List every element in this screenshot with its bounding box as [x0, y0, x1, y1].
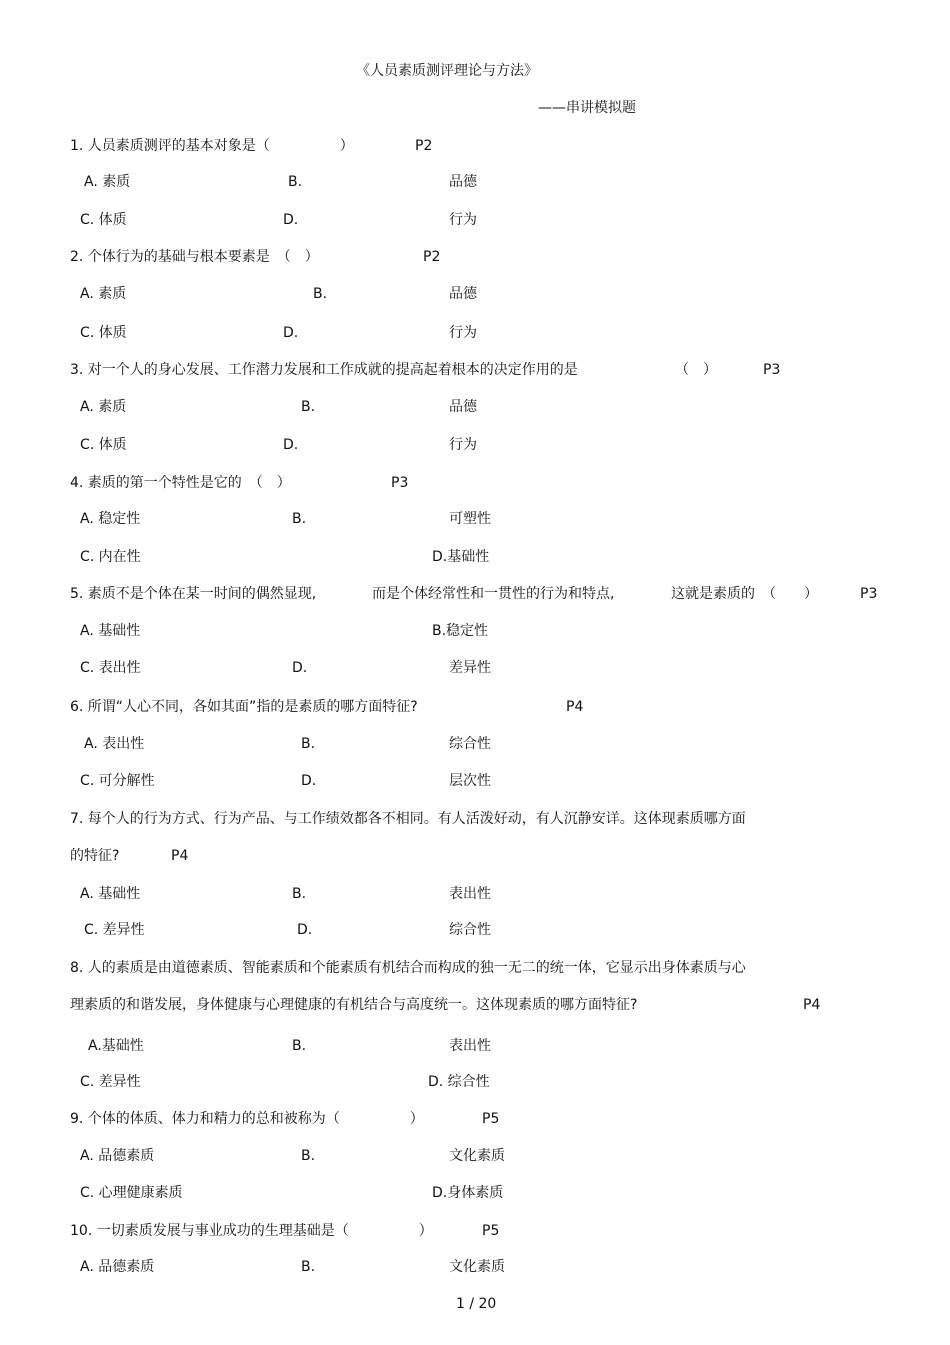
- option: C. 体质: [80, 212, 127, 228]
- option-label: B.: [301, 736, 316, 752]
- question-stem: 2. 个体行为的基础与根本要素是 （ ）: [70, 249, 319, 265]
- question-stem: 7. 每个人的行为方式、行为产品、与工作绩效都各不相同。有人活泼好动，有人沉静安详。这体现素质哪方面: [70, 811, 746, 827]
- option: A. 素质: [80, 399, 127, 415]
- question-stem: 8. 人的素质是由道德素质、智能素质和个能素质有机结合而构成的独一无二的统一体，它显示出身体素质与心: [70, 960, 746, 976]
- option-label: B.: [313, 286, 328, 302]
- option-text: 行为: [449, 212, 477, 228]
- option: C. 体质: [80, 325, 127, 341]
- option: D.身体素质: [432, 1185, 504, 1201]
- option-text: 表出性: [449, 886, 491, 902]
- option: A. 素质: [84, 174, 131, 190]
- option-text: 行为: [449, 325, 477, 341]
- option: A. 品德素质: [80, 1259, 155, 1275]
- question-stem: 1. 人员素质测评的基本对象是（ ）: [70, 138, 354, 154]
- question-stem: 4. 素质的第一个特性是它的 （ ）: [70, 475, 291, 491]
- option-label: B.: [292, 511, 307, 527]
- option: C. 可分解性: [80, 773, 155, 789]
- option-text: 品德: [449, 174, 477, 190]
- option-label: B.: [301, 1148, 316, 1164]
- option-text: 层次性: [449, 773, 491, 789]
- question-page-ref: P5: [482, 1223, 500, 1239]
- option: C. 心理健康素质: [80, 1185, 183, 1201]
- question-page-ref: P2: [423, 249, 441, 265]
- option-label: B.: [292, 886, 307, 902]
- option-text: 表出性: [449, 1038, 491, 1054]
- option-text: 差异性: [449, 660, 491, 676]
- option: A. 表出性: [84, 736, 145, 752]
- option-text: 品德: [449, 399, 477, 415]
- question-stem: 的特征?: [70, 848, 120, 864]
- option: A.基础性: [88, 1038, 144, 1054]
- option-label: D.: [283, 212, 299, 228]
- question-page-ref: P3: [763, 362, 781, 378]
- option-label: B.: [301, 399, 316, 415]
- question-stem: 10. 一切素质发展与事业成功的生理基础是（ ）: [70, 1223, 433, 1239]
- question-stem-part: 这就是素质的 （ ）: [671, 586, 818, 602]
- option-label: B.: [301, 1259, 316, 1275]
- question-page-ref: P4: [566, 699, 584, 715]
- option: B.稳定性: [432, 623, 489, 639]
- option-label: D.: [283, 437, 299, 453]
- option-text: 品德: [449, 286, 477, 302]
- question-stem-part: 而是个体经常性和一贯性的行为和特点,: [372, 586, 615, 602]
- option-label: D.: [292, 660, 308, 676]
- option: D. 综合性: [428, 1074, 490, 1090]
- option-label: B.: [288, 174, 303, 190]
- question-page-ref: P3: [391, 475, 409, 491]
- option: A. 基础性: [80, 623, 141, 639]
- option: A. 素质: [80, 286, 127, 302]
- option-label: D.: [283, 325, 299, 341]
- option-text: 文化素质: [449, 1259, 505, 1275]
- question-stem: 3. 对一个人的身心发展、工作潜力发展和工作成就的提高起着根本的决定作用的是: [70, 362, 578, 378]
- option-label: B.: [292, 1038, 307, 1054]
- option: C. 体质: [80, 437, 127, 453]
- option: C. 内在性: [80, 549, 141, 565]
- question-stem: 6. 所谓“人心不同，各如其面”指的是素质的哪方面特征?: [70, 699, 418, 715]
- option-text: 综合性: [449, 922, 491, 938]
- question-page-ref: P4: [803, 997, 821, 1013]
- document-subtitle: ——串讲模拟题: [538, 100, 636, 116]
- option: A. 稳定性: [80, 511, 141, 527]
- question-page-ref: P3: [860, 586, 878, 602]
- option: D.基础性: [432, 549, 490, 565]
- question-page-ref: P4: [171, 848, 189, 864]
- option-text: 行为: [449, 437, 477, 453]
- option-text: 可塑性: [449, 511, 491, 527]
- option-text: 文化素质: [449, 1148, 505, 1164]
- option: A. 基础性: [80, 886, 141, 902]
- option: A. 品德素质: [80, 1148, 155, 1164]
- page-number: 1 / 20: [456, 1296, 497, 1312]
- question-stem: 理素质的和谐发展，身体健康与心理健康的有机结合与高度统一。这体现素质的哪方面特征?: [70, 997, 638, 1013]
- question-page-ref: P2: [415, 138, 433, 154]
- question-answer-blank: （ ）: [675, 362, 717, 378]
- question-page-ref: P5: [482, 1111, 500, 1127]
- option-label: D.: [297, 922, 313, 938]
- option: C. 差异性: [84, 922, 145, 938]
- document-title: 《人员素质测评理论与方法》: [356, 63, 538, 79]
- option: C. 表出性: [80, 660, 141, 676]
- option: C. 差异性: [80, 1074, 141, 1090]
- option-label: D.: [301, 773, 317, 789]
- option-text: 综合性: [449, 736, 491, 752]
- question-stem: 9. 个体的体质、体力和精力的总和被称为（ ）: [70, 1111, 424, 1127]
- question-stem-part: 5. 素质不是个体在某一时间的偶然显现,: [70, 586, 317, 602]
